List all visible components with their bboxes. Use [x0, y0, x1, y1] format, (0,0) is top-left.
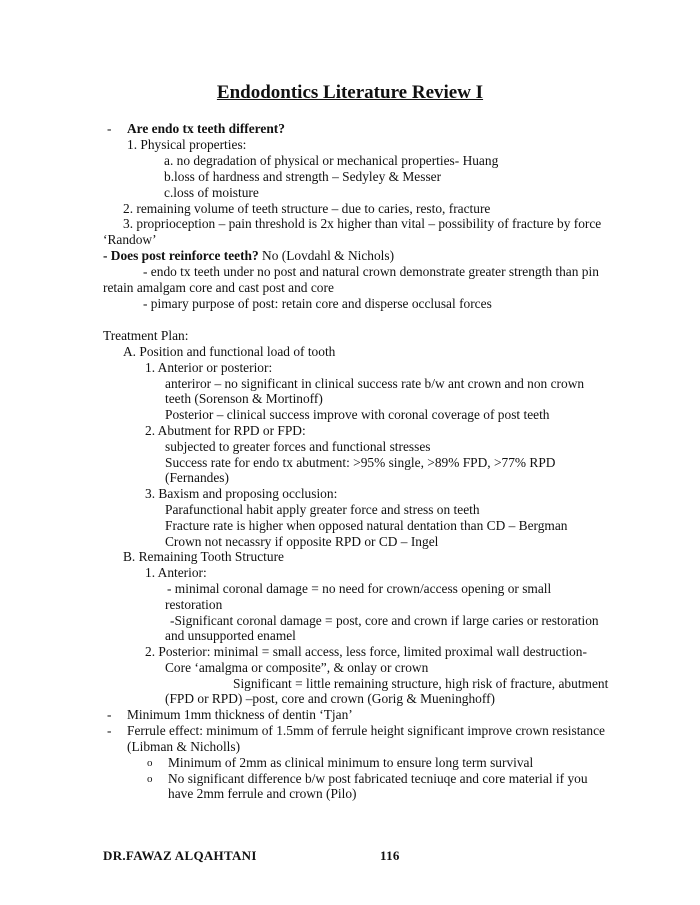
bullet-circle: o — [147, 757, 153, 769]
text-line: Ferrule effect: minimum of 1.5mm of ferrule height significant improve crown resistance — [127, 723, 605, 738]
page-number: 116 — [380, 848, 400, 863]
text-line: 2. remaining volume of teeth structure – due to caries, resto, fracture — [123, 201, 491, 216]
page-title: Endodontics Literature Review I — [216, 82, 484, 103]
text-line: (Fernandes) — [165, 470, 229, 485]
text-line: -Significant coronal damage = post, core and crown if large caries or restoration — [170, 613, 599, 628]
text-line: Significant = little remaining structure, high risk of fracture, abutment — [233, 676, 609, 691]
text-line: 1. Physical properties: — [127, 137, 247, 152]
text-line: 3. Baxism and proposing occlusion: — [145, 486, 338, 501]
text-line: 1. Anterior or posterior: — [145, 360, 273, 375]
text-line: c.loss of moisture — [164, 185, 259, 200]
text-line: - endo tx teeth under no post and natural crown demonstrate greater strength than pin — [143, 264, 599, 279]
text-line: 1. Anterior: — [145, 565, 207, 580]
text-line: restoration — [165, 597, 223, 612]
text-line: - pimary purpose of post: retain core and disperse occlusal forces — [143, 296, 492, 311]
text-line: Minimum 1mm thickness of dentin ‘Tjan’ — [127, 707, 353, 722]
text-line: teeth (Sorenson & Mortinoff) — [165, 391, 323, 406]
text-line: Success rate for endo tx abutment: >95% single, >89% FPD, >77% RPD — [165, 455, 556, 470]
text-line: A. Position and functional load of tooth — [123, 344, 336, 359]
footer-author: DR.FAWAZ ALQAHTANI — [103, 848, 257, 863]
bullet-dash: - — [107, 121, 112, 136]
text-line: have 2mm ferrule and crown (Pilo) — [168, 786, 357, 801]
text-line: a. no degradation of physical or mechanical properties- Huang — [164, 153, 499, 168]
text-line: (Libman & Nicholls) — [127, 739, 241, 754]
bullet-circle: o — [147, 773, 153, 785]
text-line: ‘Randow’ — [103, 232, 157, 247]
text-line: Parafunctional habit apply greater force and stress on teeth — [165, 502, 480, 517]
text-line: and unsupported enamel — [165, 628, 296, 643]
bullet-dash: - — [107, 707, 112, 722]
text-line: B. Remaining Tooth Structure — [123, 549, 284, 564]
text-line: Posterior – clinical success improve with coronal coverage of post teeth — [165, 407, 550, 422]
text-line: 2. Posterior: minimal = small access, less force, limited proximal wall destruction- — [145, 644, 587, 659]
question-heading: Are endo tx teeth different? — [127, 121, 285, 136]
text-line: No significant difference b/w post fabricated tecniuqe and core material if you — [168, 771, 588, 786]
text-line: (FPD or RPD) –post, core and crown (Gorig & Mueninghoff) — [165, 691, 496, 706]
question-answer: No (Lovdahl & Nichols) — [258, 248, 395, 263]
text-line: retain amalgam core and cast post and core — [103, 280, 334, 295]
text-line: Crown not necassry if opposite RPD or CD – Ingel — [165, 534, 439, 549]
section-heading: Treatment Plan: — [103, 328, 189, 343]
text-line: - minimal coronal damage = no need for crown/access opening or small — [167, 581, 552, 596]
text-line: Minimum of 2mm as clinical minimum to ensure long term survival — [168, 755, 534, 770]
text-line: 3. proprioception – pain threshold is 2x higher than vital – possibility of fracture by force — [123, 216, 602, 231]
text-line: subjected to greater forces and functional stresses — [165, 439, 431, 454]
text-line: 2. Abutment for RPD or FPD: — [145, 423, 306, 438]
text-line: anteriror – no significant in clinical success rate b/w ant crown and non crown — [165, 376, 585, 391]
question-heading: - Does post reinforce teeth? — [103, 248, 259, 263]
text-line: Core ‘amalgma or composite”, & onlay or crown — [165, 660, 429, 675]
text-line: Fracture rate is higher when opposed natural dentation than CD – Bergman — [165, 518, 568, 533]
question-line — [103, 248, 394, 264]
bullet-dash: - — [107, 723, 112, 738]
text-line: b.loss of hardness and strength – Sedyley & Messer — [164, 169, 442, 184]
